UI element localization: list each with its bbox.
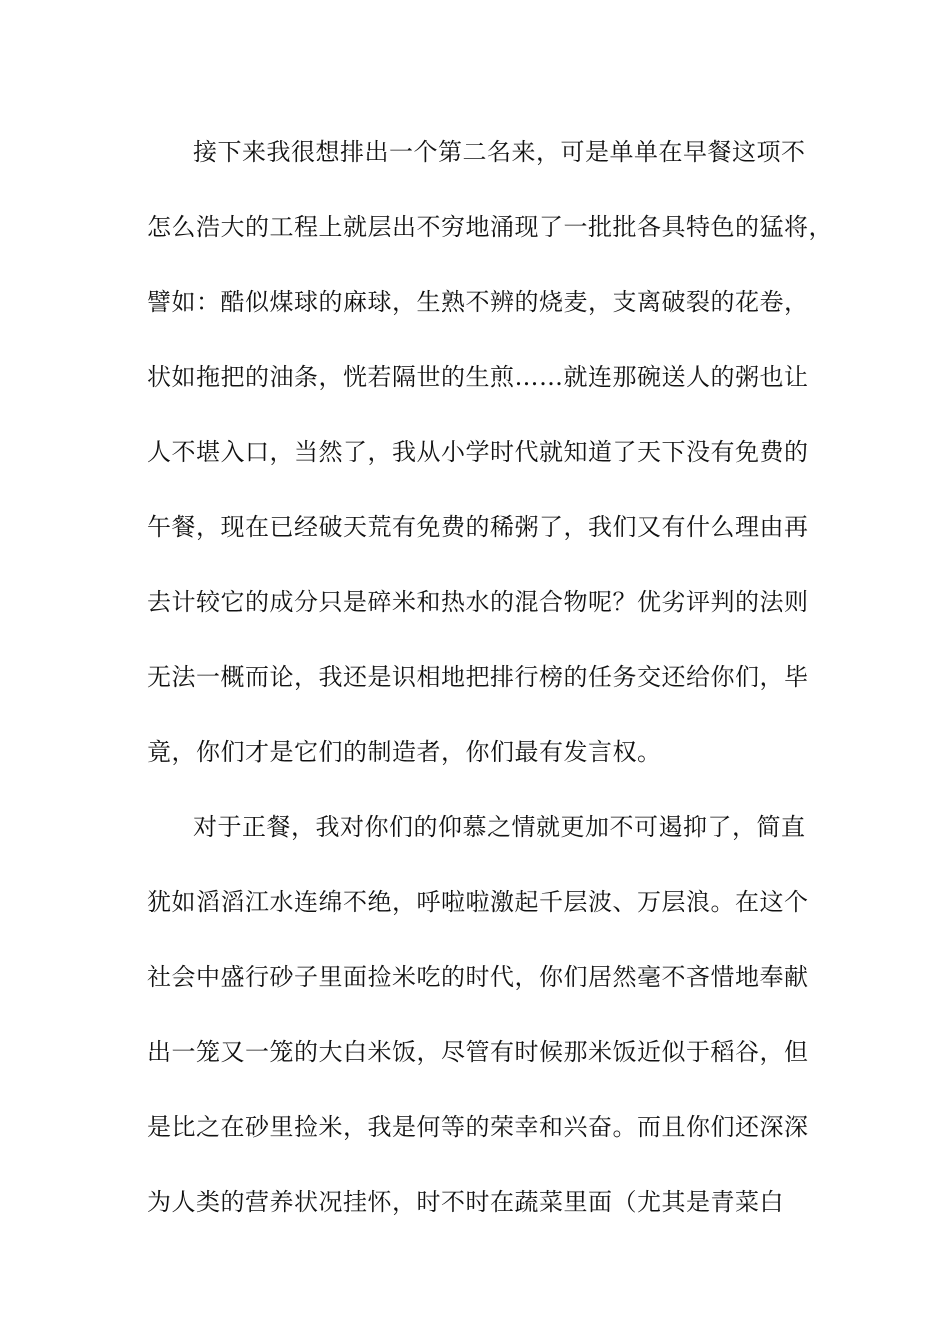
paragraph-2-line-4: 出一笼又一笼的大白米饭，尽管有时候那米饭近似于稻谷，但 (147, 1038, 809, 1066)
paragraph-1-line-7: 去计较它的成分只是碎米和热水的混合物呢？优劣评判的法则 (147, 588, 809, 616)
paragraph-1-line-1: 接下来我很想排出一个第二名来，可是单单在早餐这项不 (193, 138, 806, 166)
paragraph-1-line-4: 状如拖把的油条，恍若隔世的生煎……就连那碗送人的粥也让 (147, 363, 809, 391)
paragraph-1-line-5: 人不堪入口，当然了，我从小学时代就知道了天下没有免费的 (147, 438, 809, 466)
paragraph-2-line-5: 是比之在砂里捡米，我是何等的荣幸和兴奋。而且你们还深深 (147, 1113, 809, 1141)
paragraph-2-line-3: 社会中盛行砂子里面捡米吃的时代，你们居然毫不吝惜地奉献 (147, 963, 809, 991)
paragraph-2-line-6: 为人类的营养状况挂怀，时不时在蔬菜里面（尤其是青菜白 (147, 1188, 784, 1216)
paragraph-1-line-3: 譬如：酷似煤球的麻球，生熟不辨的烧麦，支离破裂的花卷， (147, 288, 809, 316)
paragraph-2-line-1: 对于正餐，我对你们的仰慕之情就更加不可遏抑了，简直 (193, 813, 806, 841)
paragraph-1-line-8: 无法一概而论，我还是识相地把排行榜的任务交还给你们，毕 (147, 663, 809, 691)
paragraph-2-line-2: 犹如滔滔江水连绵不绝，呼啦啦激起千层波、万层浪。在这个 (147, 888, 809, 916)
paragraph-1-line-2: 怎么浩大的工程上就层出不穷地涌现了一批批各具特色的猛将， (147, 213, 833, 241)
paragraph-1-line-6: 午餐，现在已经破天荒有免费的稀粥了，我们又有什么理由再 (147, 513, 809, 541)
paragraph-1-line-9: 竟，你们才是它们的制造者，你们最有发言权。 (147, 738, 662, 766)
body-text (147, 128, 833, 1253)
